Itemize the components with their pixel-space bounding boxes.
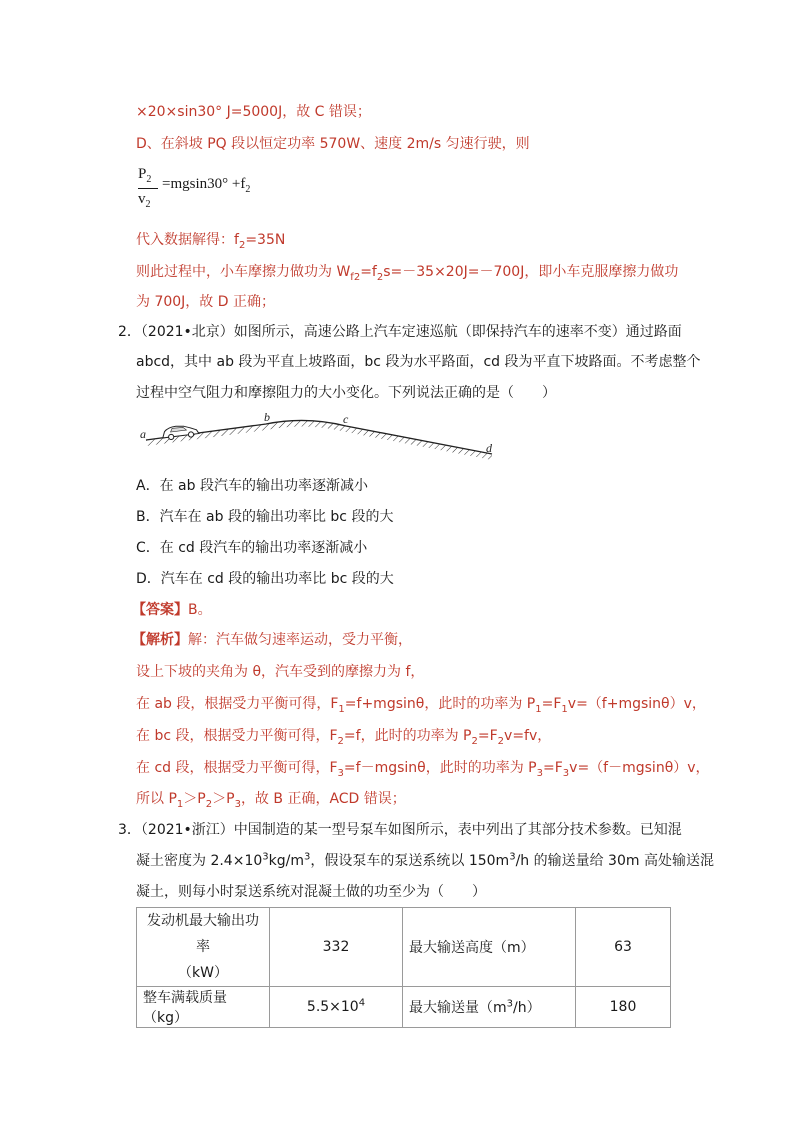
q3-stem-line1: 3．（2021•浙江）中国制造的某一型号泵车如图所示，表中列出了其部分技术参数。已知混 [118,822,682,838]
q2-analysis-bc: 在 bc 段，根据受力平衡可得，$F_2=f$，此时的功率为 $P_2=F_2v=fv$， [136,728,552,747]
solution-c-conclusion: ×20×sin30° J=5000J，故 C 错误； [136,104,371,120]
power-velocity-fraction: $P_2$ $v_2$ [138,166,162,211]
q2-analysis-ab: 在 ab 段，根据受力平衡可得，$F_1=f+mgsin\theta$，此时的功率为 $P_1=F_1v=(f+mgsin\theta)v$， [136,696,706,715]
q2-option-b: B．汽车在 ab 段的输出功率比 bc 段的大 [136,509,394,525]
q2-stem-line2: abcd，其中 ab 段为平直上坡路面，bc 段为水平路面，cd 段为平直下坡路面。不考虑整个 [136,354,701,370]
label-c: c [343,412,349,426]
table-cell: 180 [576,987,671,1028]
table-row [137,908,671,987]
table-cell: 最大输送量$(m^3/h)$ [403,987,576,1028]
q2-option-c: C．在 cd 段汽车的输出功率逐渐减小 [136,540,368,556]
label-d: d [486,441,492,455]
label-b: b [264,410,270,424]
q3-number: 3． [118,822,141,838]
q3-stem-line2: 凝土密度为 $2.4\times 10^3kg/m^3$，假设泵车的泵送系统以 $150m^3/h$ 的输送量给 30m 高处输送混 [136,851,714,869]
q2-analysis-line1: 【解析】解：汽车做匀速率运动，受力平衡， [132,632,412,648]
table-cell: 发动机最大输出功率 （kW） [137,908,270,987]
equation-rhs: $=mgsin30^\circ +f_2$ [162,176,251,195]
label-a: a [140,427,146,441]
road-figure [136,408,506,468]
table-cell: 63 [576,908,671,987]
solution-friction-result: 代入数据解得：$f_2=35N$ [136,232,286,251]
q2-number: 2． [118,324,141,340]
solution-d-conclusion: 为 700J，故 D 正确； [136,294,275,310]
table-cell: 整车满载质量（kg） [137,987,270,1028]
pump-truck-params-table [136,907,671,1028]
table-cell: 332 [270,908,403,987]
q2-stem-line3: 过程中空气阻力和摩擦阻力的大小变化。下列说法正确的是（ ） [136,385,556,401]
solution-d-statement: D、在斜坡 PQ 段以恒定功率 570W、速度 2m/s 匀速行驶，则 [136,136,530,152]
solution-work-line: 则此过程中，小车摩擦力做功为 $W_{f2}=f_2s=-35\times 20J=-700J$，即小车克服摩擦力做功 [136,264,679,283]
q2-analysis-cd: 在 cd 段，根据受力平衡可得，$F_3=f-mgsin\theta$，此时的功率为 $P_3=F_3v=(f-mgsin\theta)v$， [136,760,710,779]
table-row [137,987,671,1028]
q3-stem-line3: 凝土，则每小时泵送系统对混凝土做的功至少为（ ） [136,884,486,900]
q2-option-a: A．在 ab 段汽车的输出功率逐渐减小 [136,478,368,494]
table-cell: $5.5\times 10^4$ [270,987,403,1028]
ground-hatching [146,420,492,460]
q2-option-d: D．汽车在 cd 段的输出功率比 bc 段的大 [136,571,394,587]
q2-analysis-line2: 设上下坡的夹角为 θ，汽车受到的摩擦力为 f， [136,664,425,680]
q2-analysis-conclusion: 所以 $P_1>P_2>P_3$，故 B 正确，ACD 错误； [136,791,406,810]
q2-answer: 【答案】B。 [132,602,212,618]
q2-stem-line1: 2．（2021•北京）如图所示，高速公路上汽车定速巡航（即保持汽车的速率不变）通过路面 [118,324,682,340]
table-cell: 最大输送高度（m） [403,908,576,987]
